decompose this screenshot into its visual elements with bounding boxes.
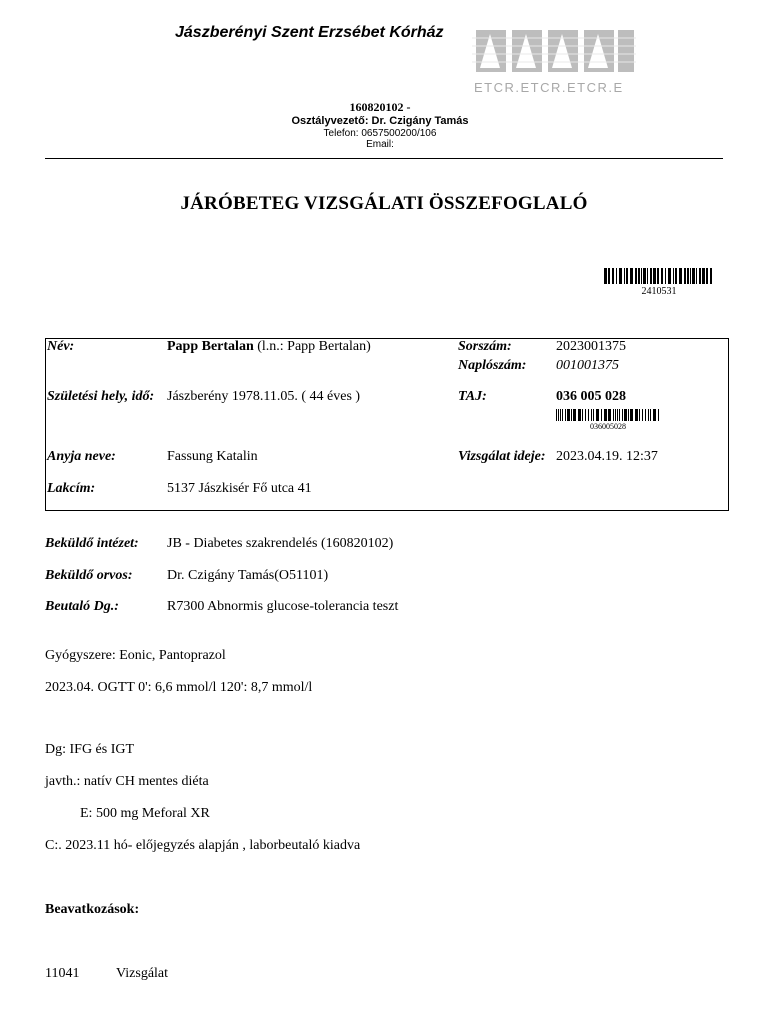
referring-institution-label: Beküldő intézet: <box>45 536 139 551</box>
barcode-bar <box>653 268 656 284</box>
mother-label: Anyja neve: <box>47 449 116 464</box>
barcode-bar <box>558 409 559 421</box>
barcode-bar <box>626 268 628 284</box>
barcode-bar <box>562 409 563 421</box>
header-divider <box>45 158 723 159</box>
taj-barcode <box>556 409 660 421</box>
barcode-bar <box>630 409 633 421</box>
document-barcode <box>604 268 714 284</box>
referring-doctor-label: Beküldő orvos: <box>45 568 133 583</box>
exam-time-label: Vizsgálat ideje: <box>458 449 546 464</box>
barcode-bar <box>582 409 583 421</box>
barcode-bar <box>668 268 671 284</box>
barcode-bar <box>635 409 638 421</box>
referring-institution-value: JB - Diabetes szakrendelés (160820102) <box>167 536 394 551</box>
taj-label: TAJ: <box>458 389 487 404</box>
barcode-bar <box>560 409 561 421</box>
barcode-bar <box>624 268 625 284</box>
barcode-bar <box>601 409 602 421</box>
barcode-bar <box>591 409 592 421</box>
serial-value: 2023001375 <box>556 339 626 354</box>
barcode-bar <box>588 409 589 421</box>
hospital-logo <box>472 24 636 96</box>
barcode-bar <box>710 268 712 284</box>
barcode-bar <box>690 268 691 284</box>
hospital-name: Jászberényi Szent Erzsébet Kórház <box>175 24 444 41</box>
barcode-bar <box>647 268 648 284</box>
medication-plan-line: E: 500 mg Meforal XR <box>80 806 210 821</box>
barcode-bar <box>612 268 614 284</box>
barcode-bar <box>608 268 610 284</box>
medication-line: Gyógyszere: Eonic, Pantoprazol <box>45 648 226 663</box>
procedure-code: 11041 <box>45 966 80 981</box>
barcode-bar <box>687 268 689 284</box>
barcode-bar <box>679 268 682 284</box>
barcode-bar <box>624 409 627 421</box>
therapy-line: javth.: natív CH mentes diéta <box>45 774 209 789</box>
email: Email: <box>366 139 394 150</box>
barcode-bar <box>616 268 617 284</box>
barcode-bar <box>648 409 649 421</box>
logo-text: ETCR.ETCR.ETCR.E <box>474 80 624 95</box>
barcode-bar <box>684 268 686 284</box>
barcode-bar <box>585 409 586 421</box>
referral-diagnosis-value: R7300 Abnormis glucose-tolerancia teszt <box>167 599 399 614</box>
barcode-bar <box>658 409 659 421</box>
barcode-bar <box>699 268 701 284</box>
document-barcode-number: 2410531 <box>641 286 677 297</box>
barcode-bar <box>642 409 643 421</box>
address-label: Lakcím: <box>47 481 96 496</box>
exam-time-value: 2023.04.19. 12:37 <box>556 449 658 464</box>
barcode-bar <box>608 409 611 421</box>
log-label: Naplószám: <box>458 358 527 373</box>
referral-diagnosis-label: Beutaló Dg.: <box>45 599 119 614</box>
barcode-bar <box>567 409 570 421</box>
barcode-bar <box>604 409 607 421</box>
birth-label: Születési hely, idő: <box>47 389 155 404</box>
barcode-bar <box>578 409 581 421</box>
head-of-department: Osztályvezető: Dr. Czigány Tamás <box>291 115 469 127</box>
barcode-bar <box>622 409 623 421</box>
barcode-bar <box>675 268 677 284</box>
name-label: Név: <box>47 339 75 354</box>
phone: Telefon: 0657500200/106 <box>323 128 437 139</box>
barcode-bar <box>653 409 656 421</box>
barcode-bar <box>635 268 637 284</box>
address-value: 5137 Jászkisér Fő utca 41 <box>167 481 312 496</box>
mother-value: Fassung Katalin <box>167 449 258 464</box>
procedures-heading: Beavatkozások: <box>45 902 140 917</box>
barcode-bar <box>628 409 629 421</box>
procedure-name: Vizsgálat <box>116 966 169 981</box>
taj-barcode-number: 036005028 <box>590 422 626 431</box>
document-title: JÁRÓBETEG VIZSGÁLATI ÖSSZEFOGLALÓ <box>180 193 588 214</box>
log-value: 001001375 <box>556 358 619 373</box>
control-line: C:. 2023.11 hó- előjegyzés alapján , laborbeutaló kiadva <box>45 838 361 853</box>
department-code: 160820102 - <box>349 100 411 114</box>
barcode-bar <box>657 268 659 284</box>
ogtt-line: 2023.04. OGTT 0': 6,6 mmol/l 120': 8,7 mmol/l <box>45 680 313 695</box>
patient-name: Papp Bertalan <box>167 339 254 354</box>
serial-label: Sorszám: <box>458 339 512 354</box>
birth-value: Jászberény 1978.11.05. ( 44 éves ) <box>167 389 361 404</box>
barcode-bar <box>593 409 594 421</box>
patient-maiden-name: (l.n.: Papp Bertalan) <box>253 339 371 354</box>
barcode-bar <box>696 268 697 284</box>
barcode-bar <box>571 409 572 421</box>
barcode-bar <box>619 268 622 284</box>
barcode-bar <box>565 409 566 421</box>
barcode-bar <box>706 268 708 284</box>
diagnosis-line: Dg: IFG és IGT <box>45 742 135 757</box>
barcode-bar <box>596 409 599 421</box>
barcode-bar <box>573 409 576 421</box>
barcode-bar <box>638 268 640 284</box>
barcode-bar <box>645 409 646 421</box>
barcode-bar <box>639 409 640 421</box>
barcode-bar <box>641 268 642 284</box>
barcode-bar <box>650 268 652 284</box>
barcode-bar <box>643 268 646 284</box>
barcode-bar <box>613 409 614 421</box>
referring-doctor-value: Dr. Czigány Tamás(O51101) <box>167 568 329 583</box>
barcode-bar <box>673 268 674 284</box>
barcode-bar <box>619 409 620 421</box>
barcode-bar <box>615 409 616 421</box>
taj-value: 036 005 028 <box>556 389 626 404</box>
barcode-bar <box>617 409 618 421</box>
barcode-bar <box>661 268 663 284</box>
barcode-bar <box>630 268 633 284</box>
barcode-bar <box>692 268 695 284</box>
barcode-bar <box>665 268 666 284</box>
name-value <box>167 339 371 355</box>
barcode-bar <box>604 268 607 284</box>
barcode-bar <box>650 409 651 421</box>
barcode-bar <box>556 409 557 421</box>
barcode-bar <box>702 268 705 284</box>
